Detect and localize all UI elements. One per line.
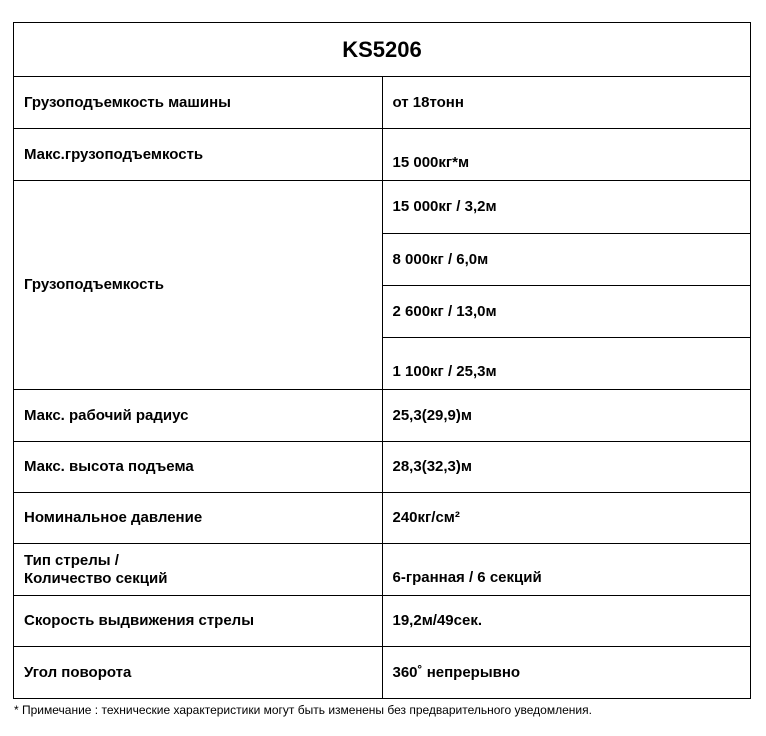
value-capacity-2: 8 000кг / 6,0м [382, 234, 751, 286]
value-boom-type: 6-гранная / 6 секций [382, 544, 751, 596]
table-row [14, 129, 751, 181]
table-row [14, 596, 751, 647]
param-pressure: Номинальное давление [14, 493, 383, 544]
param-boom-type-line1: Тип стрелы / [24, 551, 119, 569]
table-row [14, 442, 751, 493]
table-row [14, 77, 751, 129]
value-capacity-4: 1 100кг / 25,3м [382, 338, 751, 390]
table-row [14, 647, 751, 699]
param-capacity-machine: Грузоподъемкость машины [14, 77, 383, 129]
table-row [14, 493, 751, 544]
value-boom-speed: 19,2м/49сек. [382, 596, 751, 647]
value-pressure: 240кг/см² [382, 493, 751, 544]
value-capacity-1: 15 000кг / 3,2м [382, 181, 751, 234]
param-rotation: Угол поворота [14, 647, 383, 699]
table-row [14, 544, 751, 596]
param-boom-type [14, 544, 383, 596]
param-boom-type-line2: Количество секций [24, 569, 168, 587]
model-title: KS5206 [14, 23, 751, 77]
param-max-capacity: Макс.грузоподъемкость [14, 129, 383, 181]
footnote: * Примечание : технические характеристики могут быть изменены без предварительного уведомления. [14, 703, 592, 717]
value-max-height: 28,3(32,3)м [382, 442, 751, 493]
value-max-radius: 25,3(29,9)м [382, 390, 751, 442]
param-boom-speed: Скорость выдвижения стрелы [14, 596, 383, 647]
param-capacity: Грузоподъемкость [14, 181, 383, 390]
param-max-radius: Макс. рабочий радиус [14, 390, 383, 442]
table-row [14, 390, 751, 442]
value-max-capacity: 15 000кг*м [382, 129, 751, 181]
param-max-height: Макс. высота подъема [14, 442, 383, 493]
value-capacity-3: 2 600кг / 13,0м [382, 286, 751, 338]
title-row [14, 23, 751, 77]
table-row [14, 181, 751, 234]
value-capacity-machine: от 18тонн [382, 77, 751, 129]
value-rotation: 360˚ непрерывно [382, 647, 751, 699]
spec-table [13, 22, 751, 699]
